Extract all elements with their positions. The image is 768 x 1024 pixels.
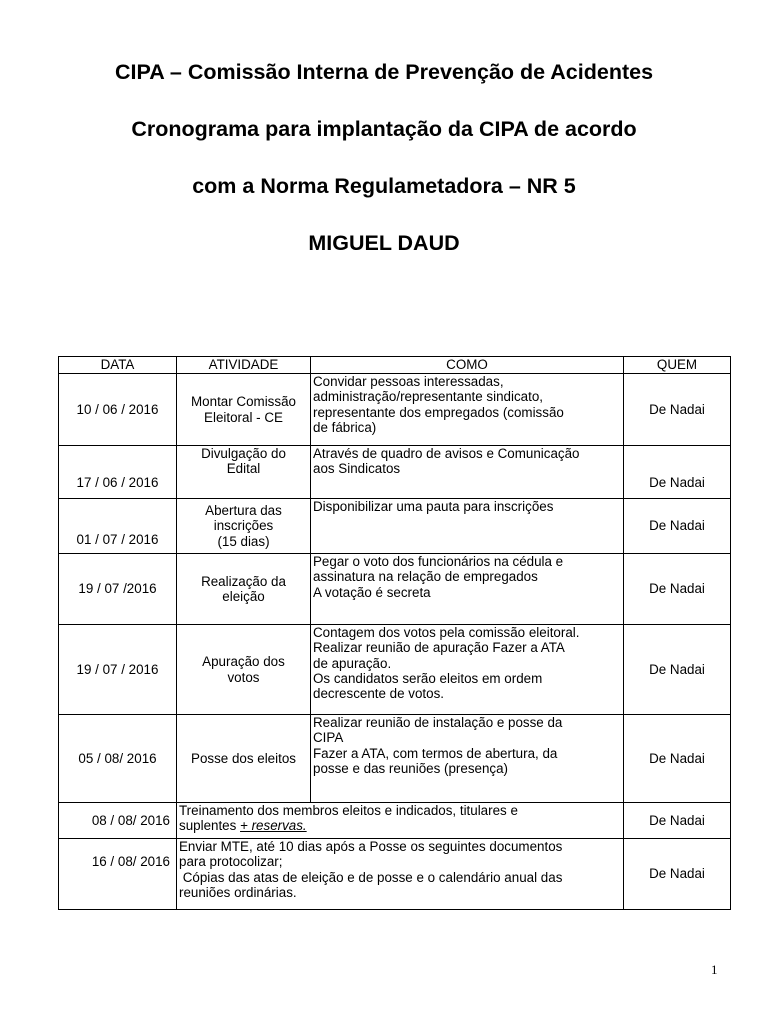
how-line: Pegar o voto dos funcionários na cédula e [313,554,564,569]
description-line: reuniões ordinárias. [179,884,297,900]
header-activity: ATIVIDADE [177,357,311,374]
description-text: suplentes [179,818,241,834]
activity-line: Eleitoral - CE [204,409,283,425]
activity-line: Divulgação do [201,446,286,461]
activity-line: inscrições [213,518,274,534]
cell-activity [177,446,311,499]
header-who: QUEM [624,357,731,374]
table-row [59,499,731,554]
how-line: de fábrica) [313,419,377,435]
header-how: COMO [311,357,624,374]
cell-who: De Nadai [624,446,731,499]
cell-date: 10 / 06 / 2016 [59,374,177,446]
table-row [59,554,731,625]
how-line: Convidar pessoas interessadas, [313,374,504,389]
cell-how [311,554,624,625]
document-header [0,44,768,272]
description-line: para protocolizar; [179,854,283,870]
cell-activity [177,625,311,715]
activity-line: eleição [222,589,265,604]
title-line-2: Cronograma para implantação da CIPA de acordo [131,117,637,141]
title-line-1: CIPA – Comissão Interna de Prevenção de Acidentes [114,60,654,84]
header-date: DATA [59,357,177,374]
title-line-3: com a Norma Regulametadora – NR 5 [192,174,576,198]
table-header-row [59,357,731,374]
activity-line: Montar Comissão [191,394,296,410]
description-line: Treinamento dos membros eleitos e indicados, titulares e [179,803,518,818]
how-line: Disponibilizar uma pauta para inscrições [313,499,554,514]
schedule-table [58,356,731,910]
cell-activity [177,499,311,554]
cell-who: De Nadai [624,499,731,554]
description-line: Enviar MTE, até 10 dias após a Posse os seguintes documentos [179,839,563,854]
how-line: A votação é secreta [313,584,431,600]
activity-line: Apuração dos [202,654,285,670]
cell-activity [177,554,311,625]
how-line: Realizar reunião de apuração Fazer a ATA [313,640,565,656]
how-line: de apuração. [313,655,392,671]
cell-date: 16 / 08/ 2016 [59,839,177,910]
cell-date: 08 / 08/ 2016 [59,803,177,839]
cell-how [311,446,624,499]
cell-date: 05 / 08/ 2016 [59,715,177,803]
activity-line: Posse dos eleitos [191,750,296,766]
cell-description [177,803,624,839]
how-line: Contagem dos votos pela comissão eleitoral. [313,625,580,640]
how-line: Fazer a ATA, com termos de abertura, da [313,745,558,761]
cell-how [311,499,624,554]
how-line: administração/representante sindicato, [313,389,544,405]
cell-activity [177,374,311,446]
how-line: aos Sindicatos [313,461,401,477]
cell-how [311,625,624,715]
table-row [59,374,731,446]
cell-activity [177,715,311,803]
how-line: Através de quadro de avisos e Comunicação [313,446,580,461]
description-line: Cópias das atas de eleição e de posse e o calendário anual das [179,869,563,885]
cell-date: 01 / 07 / 2016 [59,499,177,554]
how-line: CIPA [313,730,344,746]
cell-who: De Nadai [624,839,731,910]
how-line: Os candidatos serão eleitos em ordem [313,670,543,686]
cell-how [311,715,624,803]
how-line: decrescente de votos. [313,686,445,702]
activity-line: Abertura das [205,503,282,519]
cell-who: De Nadai [624,554,731,625]
cell-how [311,374,624,446]
description-line [179,818,621,833]
table-row [59,715,731,803]
author-name: MIGUEL DAUD [308,231,460,255]
cell-who: De Nadai [624,374,731,446]
how-line: Realizar reunião de instalação e posse da [313,715,563,730]
activity-line: Realização da [201,573,286,589]
table-row [59,446,731,499]
activity-line: votos [227,669,260,685]
how-line: assinatura na relação de empregados [313,569,538,585]
table-row [59,625,731,715]
activity-line: (15 dias) [217,533,270,549]
how-line: representante dos empregados (comissão [313,404,564,420]
cell-who: De Nadai [624,803,731,839]
table-row [59,839,731,910]
reservas-emphasis: + reservas. [240,818,307,834]
cell-date: 17 / 06 / 2016 [59,446,177,499]
table-row [59,803,731,839]
page-number: 1 [711,962,718,977]
cell-date: 19 / 07 / 2016 [59,625,177,715]
how-line: posse e das reuniões (presença) [313,760,509,776]
cell-who: De Nadai [624,625,731,715]
activity-line: Edital [226,461,261,477]
cell-description [177,839,624,910]
cell-who: De Nadai [624,715,731,803]
cell-date: 19 / 07 /2016 [59,554,177,625]
